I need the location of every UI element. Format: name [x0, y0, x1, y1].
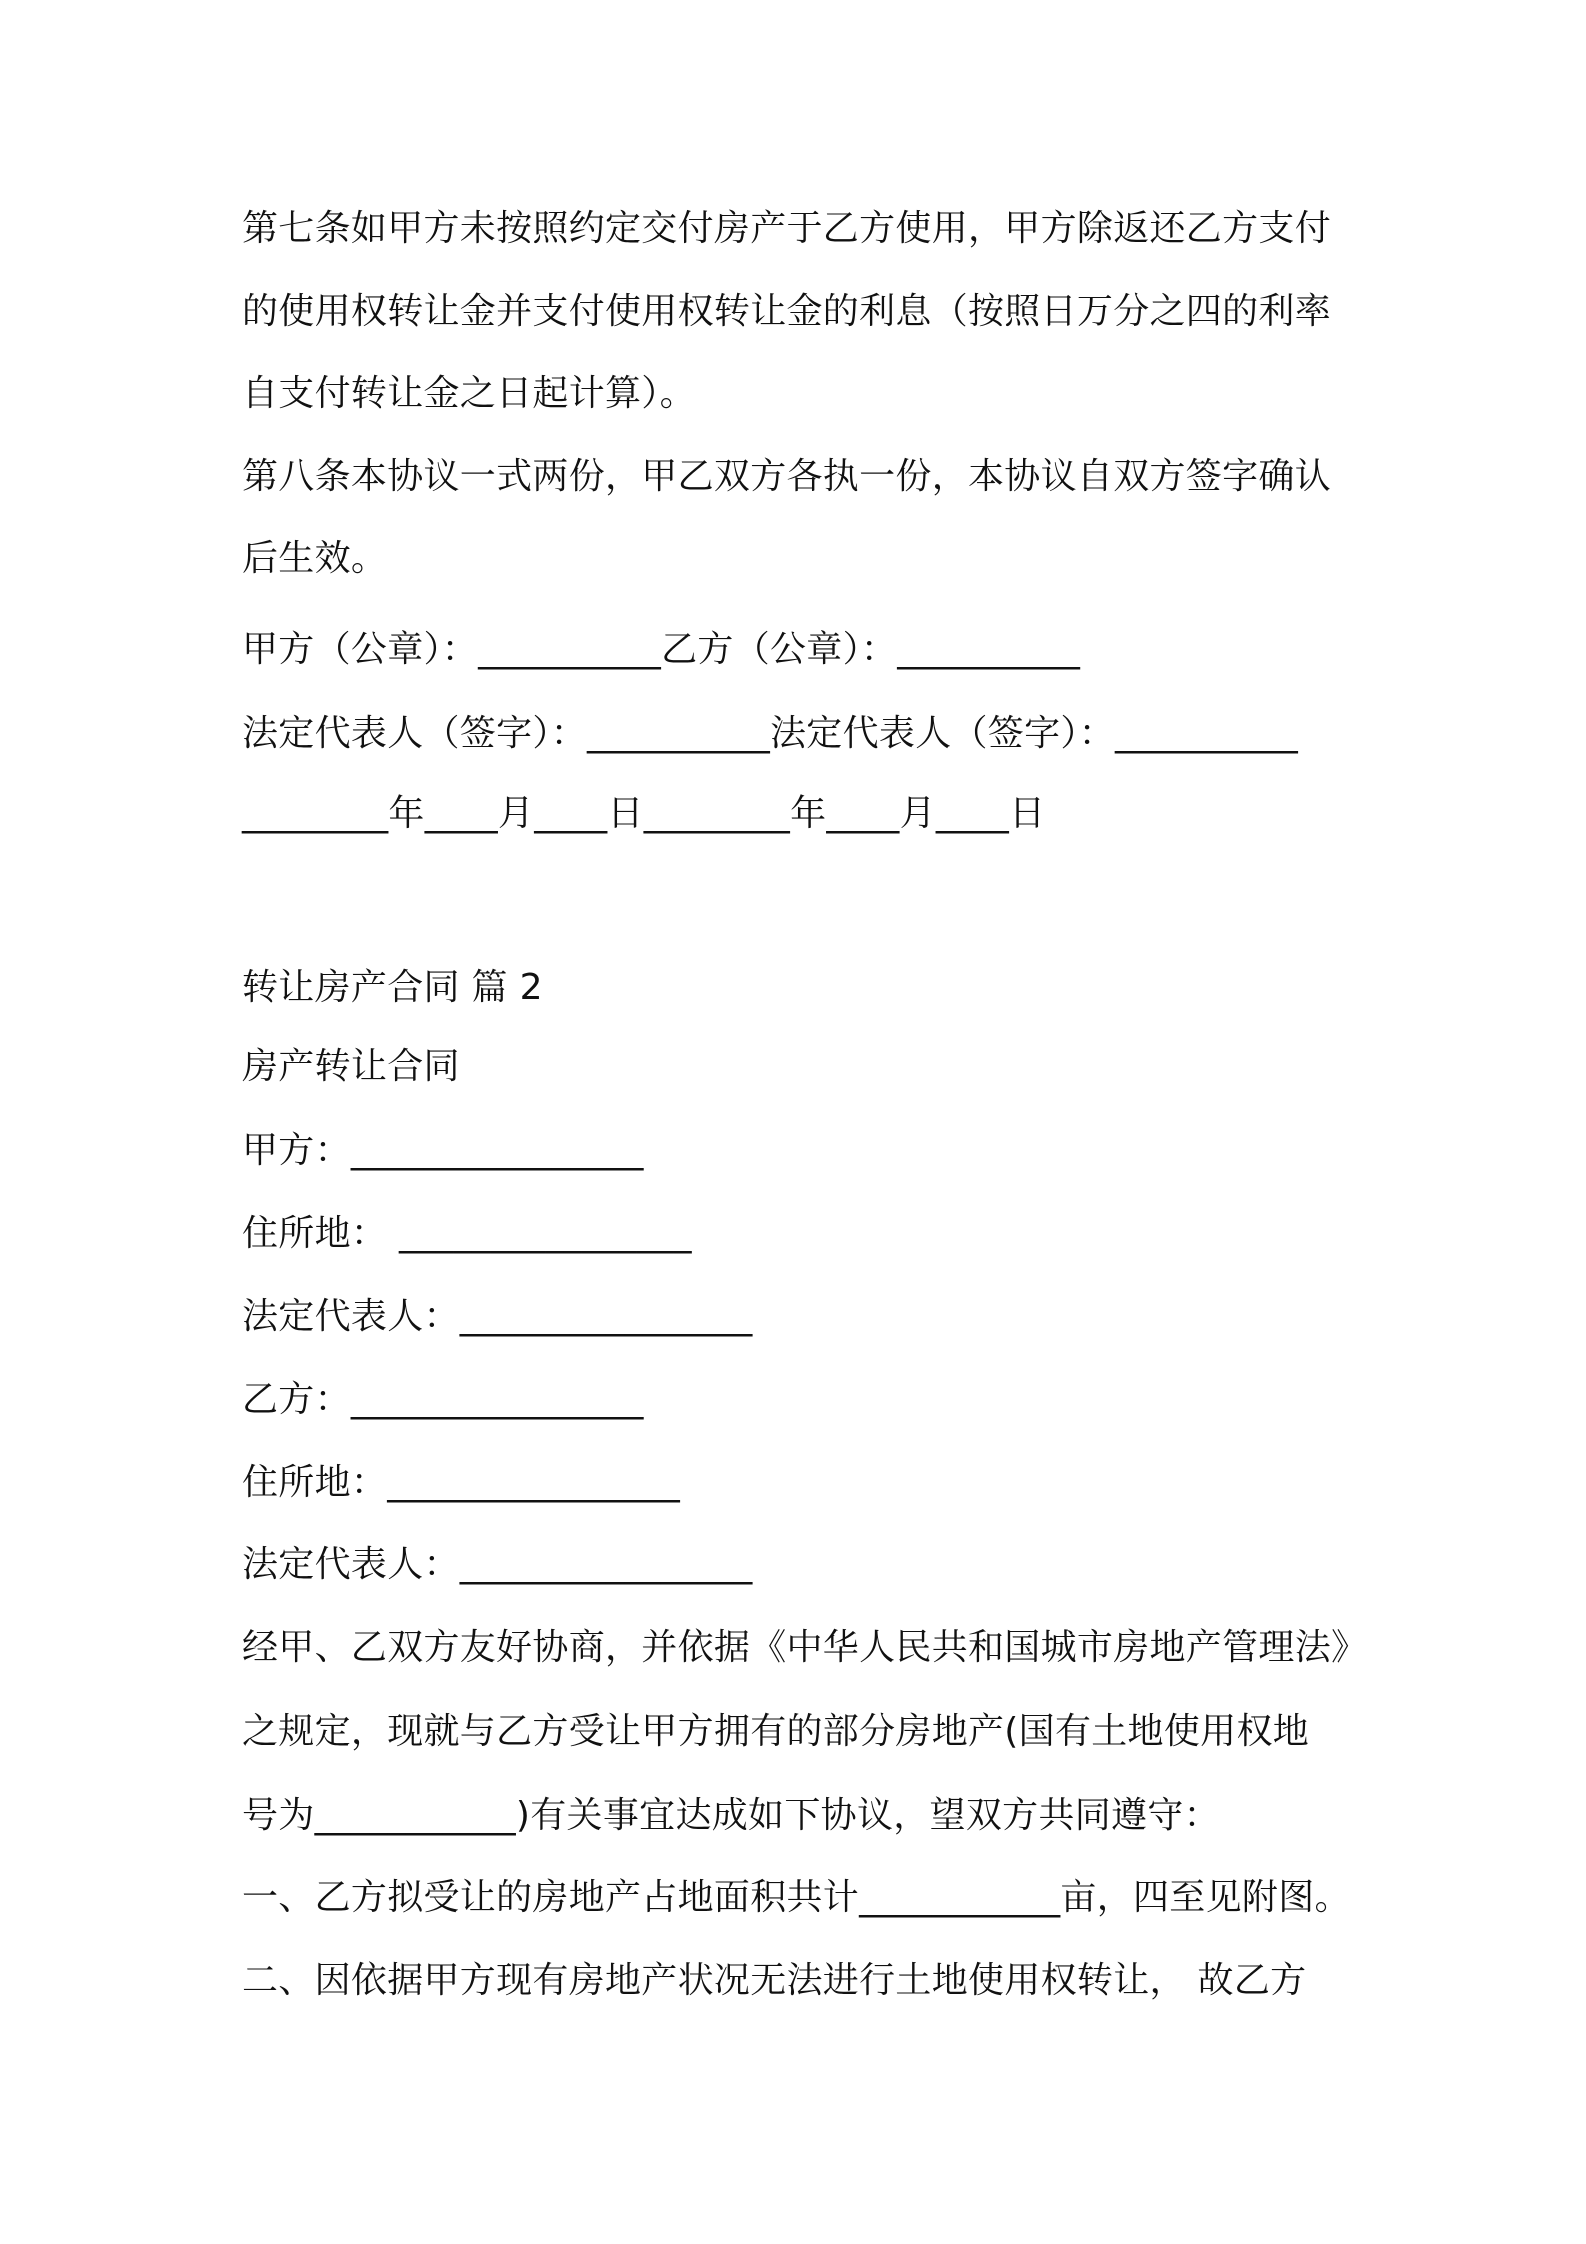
signature-seal-line: 甲方（公章）：__________乙方（公章）：__________: [242, 629, 1081, 670]
clause8-line-2: 后生效。: [242, 538, 388, 579]
section-heading: 转让房产合同 篇 2: [242, 967, 543, 1008]
preamble-line-1: 经甲、乙双方友好协商，并依据《中华人民共和国城市房地产管理法》: [242, 1627, 1368, 1668]
party-a-field: 甲方：________________: [242, 1130, 644, 1171]
party-a-representative-field: 法定代表人：________________: [242, 1296, 753, 1337]
preamble-line-3: 号为___________)有关事宜达成如下协议，望双方共同遵守：: [242, 1795, 1220, 1836]
party-a-address-field: 住所地： ________________: [242, 1213, 692, 1254]
article-1: 一、乙方拟受让的房地产占地面积共计___________亩，四至见附图。: [242, 1877, 1351, 1918]
party-b-representative-field: 法定代表人：________________: [242, 1544, 753, 1585]
signature-date-line: ________年____月____日________年____月____日: [242, 793, 1046, 834]
contract-title: 房产转让合同: [242, 1046, 460, 1087]
clause7-line-1: 第七条如甲方未按照约定交付房产于乙方使用，甲方除返还乙方支付: [242, 208, 1332, 249]
clause8-line-1: 第八条本协议一式两份，甲乙双方各执一份，本协议自双方签字确认: [242, 456, 1332, 497]
clause7-line-2: 的使用权转让金并支付使用权转让金的利息（按照日万分之四的利率: [242, 291, 1332, 332]
clause7-line-3: 自支付转让金之日起计算）。: [242, 373, 696, 414]
party-b-address-field: 住所地：________________: [242, 1462, 680, 1503]
article-2: 二、因依据甲方现有房地产状况无法进行土地使用权转让， 故乙方: [242, 1960, 1307, 2001]
party-b-field: 乙方：________________: [242, 1379, 644, 1420]
signature-representative-line: 法定代表人（签字）：__________法定代表人（签字）：__________: [242, 713, 1298, 754]
preamble-line-2: 之规定，现就与乙方受让甲方拥有的部分房地产(国有土地使用权地: [242, 1711, 1310, 1752]
